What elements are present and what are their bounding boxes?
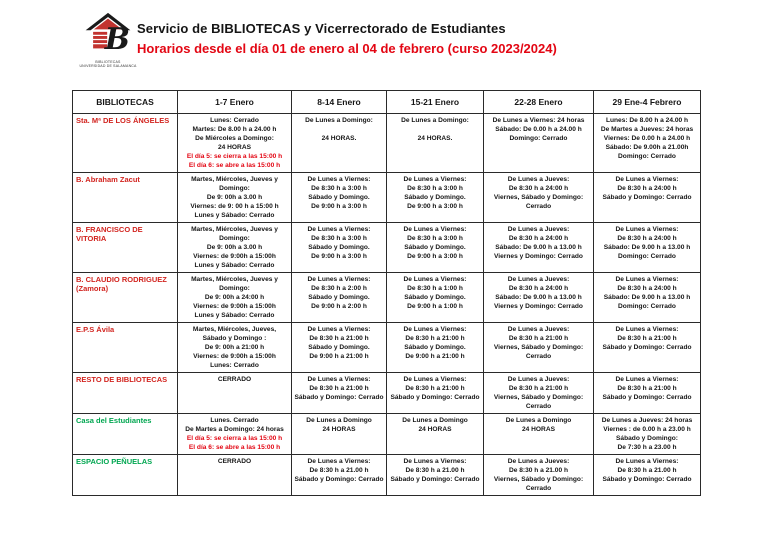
schedule-line: De Lunes a Viernes: — [307, 376, 371, 383]
schedule-cell — [178, 455, 292, 496]
schedule-line: De 8:30 h a 24:00 h — [508, 185, 569, 192]
column-header-week1: 1-7 Enero — [178, 91, 292, 114]
schedule-line: Viernes: de 9:00h a 15:00h — [193, 253, 276, 260]
schedule-cell — [292, 455, 387, 496]
schedule-line: De Lunes a Viernes: — [615, 376, 679, 383]
page-subtitle: Horarios desde el día 01 de enero al 04 de febrero (curso 2023/2024) — [137, 41, 557, 56]
schedule-line: Domingo: — [219, 185, 250, 192]
schedule-line — [294, 125, 384, 134]
schedule-cell — [387, 173, 484, 223]
schedule-line: Viernes: de 9:00h a 15:00h — [193, 303, 276, 310]
schedule-line: Viernes, Sábado y Domingo: — [493, 344, 584, 351]
schedule-line: De 8:30 h a 21.00 h — [617, 467, 677, 474]
schedule-cell — [178, 173, 292, 223]
schedule-cell — [178, 114, 292, 173]
schedule-line: De 8:30 h a 21:00 h — [405, 385, 465, 392]
schedule-cell — [178, 323, 292, 373]
schedule-line: De 9:00 h a 3:00 h — [311, 253, 367, 260]
schedule-line: De 8:30 h a 24:00 h — [508, 235, 569, 242]
library-name: RESTO DE BIBLIOTECAS — [73, 373, 178, 414]
schedule-cell — [594, 455, 701, 496]
schedule-line: 24 HORAS. — [321, 135, 357, 142]
usal-library-logo — [79, 12, 137, 68]
schedule-cell — [484, 223, 594, 273]
schedule-line: De 8:30 h a 3:00 h — [311, 235, 367, 242]
schedule-line: De Lunes a Viernes: — [615, 176, 679, 183]
schedule-line: De Lunes a Domingo: — [305, 117, 373, 124]
schedule-line: Sábado y Domingo. — [404, 244, 466, 251]
schedule-line: Viernes, Sábado y Domingo: — [493, 476, 584, 483]
schedule-cell — [387, 373, 484, 414]
schedule-line: De 8:30 h a 21:00 h — [309, 385, 369, 392]
schedule-line: 24 HORAS — [522, 426, 555, 433]
schedule-line: 24 HORAS — [322, 426, 356, 433]
schedule-line: De 8:30 h a 3:00 h — [407, 235, 463, 242]
schedule-line: De 9:00 h a 1:00 h — [407, 303, 463, 310]
schedule-line: Sábado: De 9.00 h a 13.00 h — [603, 244, 691, 251]
schedule-cell — [292, 223, 387, 273]
schedule-line: Viernes: de 9: 00 h a 15:00 h — [190, 203, 279, 210]
special-note-line: El día 5: se cierra a las 15:00 h — [186, 153, 283, 160]
schedule-line: Sábado y Domingo: Cerrado — [294, 394, 384, 401]
schedule-line: CERRADO — [217, 458, 252, 465]
table-row — [73, 223, 701, 273]
special-note-line: El día 5: se cierra a las 15:00 h — [186, 435, 283, 442]
schedule-line: De Lunes a Jueves: — [507, 376, 570, 383]
library-name: B. Abraham Zacut — [73, 173, 178, 223]
schedule-line: De 8:30 h a 21.00 h — [309, 467, 369, 474]
library-name: ESPACIO PEÑUELAS — [73, 455, 178, 496]
special-note-line: El día 6: se abre a las 15:00 h — [188, 444, 281, 451]
schedule-line: Sábado y Domingo: Cerrado — [390, 476, 480, 483]
schedule-cell — [484, 414, 594, 455]
schedule-line: De Lunes a Viernes: — [403, 176, 467, 183]
schedule-line: Martes, Miércoles, Jueves y — [191, 176, 278, 183]
schedule-line: 24 HORAS — [218, 144, 251, 151]
schedule-cell — [178, 373, 292, 414]
schedule-cell — [292, 273, 387, 323]
column-header-week4: 22-28 Enero — [484, 91, 594, 114]
schedule-line: De Lunes a Domingo — [505, 417, 572, 424]
schedule-line: Lunes y Sábado: Cerrado — [194, 212, 275, 219]
schedule-line: De 8:30 h a 24:00 h — [617, 235, 677, 242]
logo-caption-line1: BIBLIOTECAS — [95, 60, 121, 64]
schedule-line: Lunes: De 8.00 h a 24.00 h — [605, 117, 689, 124]
schedule-line: De 9: 00h a 24:00 h — [204, 294, 265, 301]
schedule-line: De Lunes a Jueves: 24 horas — [601, 417, 693, 424]
schedule-line: Martes, Miércoles, Jueves, — [192, 326, 277, 333]
schedule-line: Cerrado — [525, 203, 552, 210]
schedule-line: De Lunes a Viernes: — [307, 176, 371, 183]
schedule-line — [389, 125, 481, 134]
library-logo-icon — [83, 12, 133, 60]
schedule-cell — [484, 173, 594, 223]
schedule-line: De 8:30 h a 3:00 h — [407, 185, 463, 192]
schedule-cell — [387, 455, 484, 496]
schedule-line: De 8:30 h a 21.00 h — [508, 467, 568, 474]
table-row — [73, 323, 701, 373]
schedule-line: De Lunes a Viernes: 24 horas — [492, 117, 585, 124]
schedule-line: Martes, Miércoles, Jueves y — [191, 276, 278, 283]
table-row — [73, 455, 701, 496]
schedule-line: Sábado y Domingo. — [308, 244, 370, 251]
logo-caption-line2: UNIVERSIDAD DE SALAMANCA — [79, 64, 137, 68]
schedule-cell — [178, 273, 292, 323]
schedule-line: CERRADO — [217, 376, 252, 383]
schedule-line: 24 HORAS. — [417, 135, 453, 142]
schedule-line: De Lunes a Jueves: — [507, 458, 570, 465]
schedule-line: Cerrado — [525, 403, 552, 410]
schedule-line: Sábado y Domingo: Cerrado — [602, 476, 692, 483]
table-row — [73, 373, 701, 414]
schedule-line: Sábado y Domingo. — [404, 344, 466, 351]
table-row — [73, 414, 701, 455]
schedule-line: Viernes : de 0.00 h a 23.00 h — [603, 426, 691, 433]
header-row — [73, 91, 701, 114]
schedule-line: Domingo: — [219, 285, 250, 292]
schedule-cell — [178, 414, 292, 455]
table-row — [73, 114, 701, 173]
schedule-line: De Lunes a Viernes: — [403, 458, 467, 465]
column-header-week3: 15-21 Enero — [387, 91, 484, 114]
library-name: E.P.S Ávila — [73, 323, 178, 373]
schedule-line: Martes: De 8.00 h a 24.00 h — [192, 126, 277, 133]
schedule-line: De 8:30 h a 24:00 h — [617, 285, 677, 292]
schedule-line: De Lunes a Domingo — [306, 417, 372, 424]
schedule-line: Sábado: De 9.00 h a 13.00 h — [495, 294, 582, 301]
schedule-line: Sábado y Domingo. — [404, 294, 466, 301]
table-row — [73, 273, 701, 323]
schedule-line: Viernes y Domingo: Cerrado — [494, 253, 583, 260]
schedule-line: Sábado: De 9.00 h a 13.00 h — [495, 244, 582, 251]
schedule-line: De Lunes a Viernes: — [307, 458, 371, 465]
schedule-line: Lunes. Cerrado — [210, 417, 259, 424]
table-row — [73, 173, 701, 223]
schedule-line: Domingo: — [219, 235, 250, 242]
schedule-cell — [594, 173, 701, 223]
schedule-line: De 9: 00h a 3.00 h — [206, 244, 263, 251]
schedule-cell — [484, 373, 594, 414]
schedule-line: De 9:00 h a 2:00 h — [311, 303, 367, 310]
schedule-line: De Lunes a Viernes: — [403, 276, 467, 283]
schedule-line: Sábado: De 9.00h a 21.00h — [605, 144, 689, 151]
schedule-line: Viernes, Sábado y Domingo: — [493, 394, 584, 401]
schedule-line: De Martes a Jueves: 24 horas — [600, 126, 694, 133]
schedule-line: Martes, Miércoles, Jueves y — [191, 226, 278, 233]
schedule-line: Cerrado — [525, 485, 552, 492]
schedule-line: De 8:30 h a 21:00 h — [405, 335, 465, 342]
schedule-cell — [387, 223, 484, 273]
schedule-line: De Lunes a Jueves: — [507, 176, 570, 183]
schedule-line: De Lunes a Viernes: — [307, 276, 371, 283]
schedule-cell — [387, 414, 484, 455]
library-name: Sta. Mª DE LOS ÁNGELES — [73, 114, 178, 173]
schedule-cell — [292, 373, 387, 414]
schedule-line: Lunes y Sábado: Cerrado — [194, 262, 275, 269]
schedule-cell — [484, 455, 594, 496]
schedule-line: Domingo: Cerrado — [618, 153, 676, 160]
schedule-cell — [387, 273, 484, 323]
library-name: B. FRANCISCO DE VITORIA — [73, 223, 178, 273]
schedule-line: De 9:00 h a 3:00 h — [407, 253, 463, 260]
schedule-line: De Lunes a Jueves: — [507, 276, 570, 283]
schedule-line: De Lunes a Domingo: — [401, 117, 469, 124]
schedule-line: De 8:30 h a 21:00 h — [508, 385, 569, 392]
schedule-cell — [594, 114, 701, 173]
schedule-line: Sábado y Domingo: Cerrado — [602, 394, 692, 401]
schedule-line: Domingo: Cerrado — [618, 253, 676, 260]
schedule-cell — [292, 323, 387, 373]
schedule-line: 24 HORAS — [418, 426, 452, 433]
schedule-line: De Lunes a Viernes: — [403, 326, 467, 333]
schedule-cell — [594, 323, 701, 373]
schedule-line: De Lunes a Viernes: — [615, 226, 679, 233]
schedule-cell — [594, 373, 701, 414]
special-note-line: El día 6: se abre a las 15:00 h — [188, 162, 281, 169]
schedule-cell — [484, 323, 594, 373]
schedule-line: Sábado y Domingo: Cerrado — [602, 344, 692, 351]
schedule-line: Domingo: Cerrado — [618, 303, 676, 310]
schedule-line: De Lunes a Domingo — [402, 417, 468, 424]
schedule-line: Cerrado — [525, 353, 552, 360]
schedule-line: Sábado y Domingo : — [202, 335, 267, 342]
schedule-line: De 7:30 h a 23.00 h — [617, 444, 677, 451]
schedule-line: De 9: 00h a 3.00 h — [206, 194, 263, 201]
schedule-line: De Lunes a Viernes: — [403, 226, 467, 233]
schedule-line: De Miércoles a Domingo: — [195, 135, 274, 142]
schedule-line: De 9: 00h a 21:00 h — [204, 344, 265, 351]
schedule-line: De Martes a Domingo: 24 horas — [185, 426, 284, 433]
svg-text:B: B — [104, 22, 130, 58]
schedule-line: De 8:30 h a 21:00 h — [617, 385, 677, 392]
schedule-line: De Lunes a Viernes: — [615, 326, 679, 333]
schedule-line: Viernes y Domingo: Cerrado — [494, 303, 583, 310]
schedule-cell — [292, 414, 387, 455]
schedule-line: De 8:30 h a 2:00 h — [311, 285, 367, 292]
schedule-line: Sábado y Domingo: — [616, 435, 678, 442]
column-header-week2: 8-14 Enero — [292, 91, 387, 114]
schedule-line: Sábado y Domingo. — [308, 294, 370, 301]
schedule-line: Viernes: De 0.00 h a 24.00 h — [603, 135, 691, 142]
schedule-line: De Lunes a Viernes: — [307, 326, 371, 333]
schedule-table — [72, 90, 701, 496]
schedule-line: De Lunes a Jueves: — [507, 226, 570, 233]
schedule-cell — [594, 414, 701, 455]
schedule-cell — [594, 223, 701, 273]
schedule-line: Viernes, Sábado y Domingo: — [493, 194, 584, 201]
schedule-line: De 8:30 h a 24:00 h — [508, 285, 569, 292]
schedule-line: Viernes: de 9:00h a 15:00h — [193, 353, 276, 360]
schedule-cell — [484, 273, 594, 323]
schedule-line: Sábado y Domingo: Cerrado — [390, 394, 480, 401]
schedule-line: De 8:30 h a 21:00 h — [617, 335, 677, 342]
schedule-line: De 8:30 h a 1:00 h — [407, 285, 463, 292]
schedule-cell — [484, 114, 594, 173]
schedule-line: De Lunes a Jueves: — [507, 326, 570, 333]
schedule-line: De 8:30 h a 21:00 h — [508, 335, 569, 342]
library-name: Casa del Estudiantes — [73, 414, 178, 455]
schedule-cell — [292, 173, 387, 223]
schedule-line: De Lunes a Viernes: — [615, 276, 679, 283]
schedule-line: De 8:30 h a 3:00 h — [311, 185, 367, 192]
schedule-line: Lunes: Cerrado — [210, 362, 259, 369]
schedule-line: De Lunes a Viernes: — [403, 376, 467, 383]
schedule-line: De 8:30 h a 21:00 h — [309, 335, 369, 342]
schedule-line: Sábado y Domingo. — [308, 194, 370, 201]
schedule-cell — [594, 273, 701, 323]
schedule-cell — [178, 223, 292, 273]
schedule-line: De 9:00 h a 3:00 h — [407, 203, 463, 210]
schedule-line: Sábado y Domingo. — [404, 194, 466, 201]
schedule-line: Sábado y Domingo: Cerrado — [602, 194, 692, 201]
schedule-line: Domingo: Cerrado — [509, 135, 568, 142]
page-title: Servicio de BIBLIOTECAS y Vicerrectorado de Estudiantes — [137, 21, 506, 36]
schedule-line: Sábado y Domingo. — [308, 344, 370, 351]
schedule-line: De 9:00 h a 21:00 h — [309, 353, 369, 360]
schedule-cell — [292, 114, 387, 173]
schedule-line: De Lunes a Viernes: — [615, 458, 679, 465]
schedule-line: De 8:30 h a 21.00 h — [405, 467, 465, 474]
document-header — [137, 21, 557, 56]
column-header-week5: 29 Ene-4 Febrero — [594, 91, 701, 114]
schedule-line: Sábado y Domingo: Cerrado — [294, 476, 384, 483]
schedule-table-header — [73, 91, 701, 114]
schedule-line: Lunes y Sábado: Cerrado — [194, 312, 275, 319]
schedule-line: Sábado: De 9.00 h a 13.00 h — [603, 294, 691, 301]
schedule-line: De 9:00 h a 3:00 h — [311, 203, 367, 210]
schedule-cell — [387, 114, 484, 173]
schedule-cell — [387, 323, 484, 373]
library-name: B. CLAUDIO RODRIGUEZ (Zamora) — [73, 273, 178, 323]
schedule-line: De Lunes a Viernes: — [307, 226, 371, 233]
schedule-table-body — [73, 114, 701, 496]
schedule-line: De 8:30 h a 24:00 h — [617, 185, 677, 192]
schedule-line: De 9:00 h a 21:00 h — [405, 353, 465, 360]
schedule-line: Lunes: Cerrado — [210, 117, 259, 124]
schedule-line: Sábado: De 0.00 h a 24.00 h — [495, 126, 582, 133]
column-header-bibliotecas: BIBLIOTECAS — [73, 91, 178, 114]
